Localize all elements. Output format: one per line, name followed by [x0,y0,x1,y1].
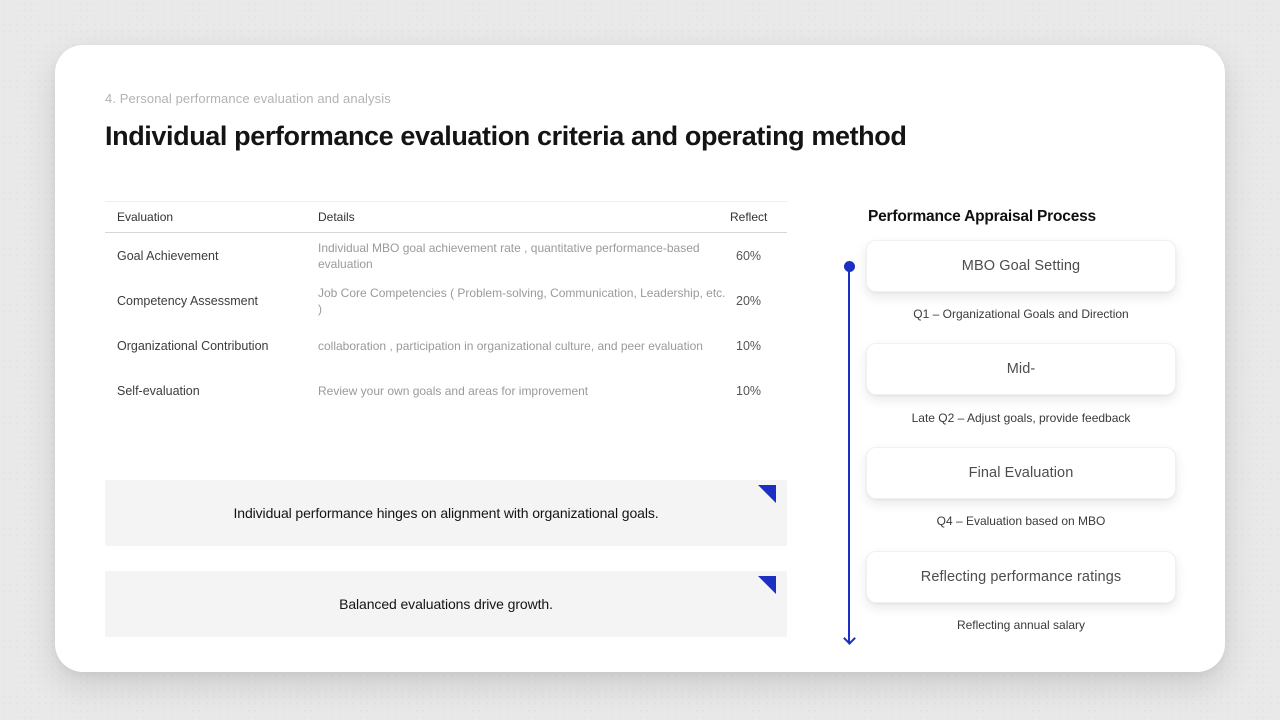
process-step-caption: Late Q2 – Adjust goals, provide feedback [911,411,1131,425]
process-step-label: MBO Goal Setting [961,258,1081,274]
table-header-row [105,201,787,233]
process-step-caption: Q4 – Evaluation based on MBO [936,514,1106,528]
table-header-reflect: Reflect [730,210,768,224]
cell-evaluation: Organizational Contribution [117,338,269,353]
table-header-evaluation: Evaluation [117,210,174,224]
callout-growth [105,571,787,637]
evaluation-table [105,201,787,413]
timeline-arrow-down-icon [843,632,856,645]
process-title: Performance Appraisal Process [868,208,1096,225]
table-header-details: Details [318,210,355,224]
section-eyebrow: 4. Personal performance evaluation and analysis [105,91,391,106]
slide-card [55,45,1225,672]
callout-text: Balanced evaluations drive growth. [339,596,553,612]
corner-triangle-icon [758,576,776,594]
process-step-final-evaluation [866,447,1176,499]
cell-reflect: 10% [736,383,762,398]
process-step-mid [866,343,1176,395]
cell-evaluation: Self-evaluation [117,383,200,398]
cell-details: Individual MBO goal achievement rate , quantitative performance-based evaluation [318,240,700,271]
cell-details: Review your own goals and areas for improvement [318,383,589,398]
timeline-line [848,266,850,642]
page-title: Individual performance evaluation criteria and operating method [105,121,907,151]
cell-details: Job Core Competencies ( Problem-solving, Communication, Leadership, etc. ) [318,285,726,316]
cell-reflect: 10% [736,338,762,353]
process-step-reflecting-ratings [866,551,1176,603]
corner-triangle-icon [758,485,776,503]
cell-details: collaboration , participation in organizational culture, and peer evaluation [318,338,703,353]
callout-alignment [105,480,787,546]
cell-evaluation: Competency Assessment [117,293,259,308]
cell-evaluation: Goal Achievement [117,248,219,263]
process-step-label: Final Evaluation [968,465,1074,481]
process-step-label: Mid- [1006,361,1036,377]
cell-reflect: 20% [736,293,762,308]
process-step-mbo-goal-setting [866,240,1176,292]
process-step-caption: Q1 – Organizational Goals and Direction [913,307,1129,321]
cell-reflect: 60% [736,248,762,263]
process-step-caption: Reflecting annual salary [956,618,1086,632]
table-row [105,323,787,368]
table-row [105,233,787,278]
process-step-label: Reflecting performance ratings [920,569,1122,585]
callout-text: Individual performance hinges on alignment with organizational goals. [233,505,659,521]
table-row [105,278,787,323]
table-row [105,368,787,413]
